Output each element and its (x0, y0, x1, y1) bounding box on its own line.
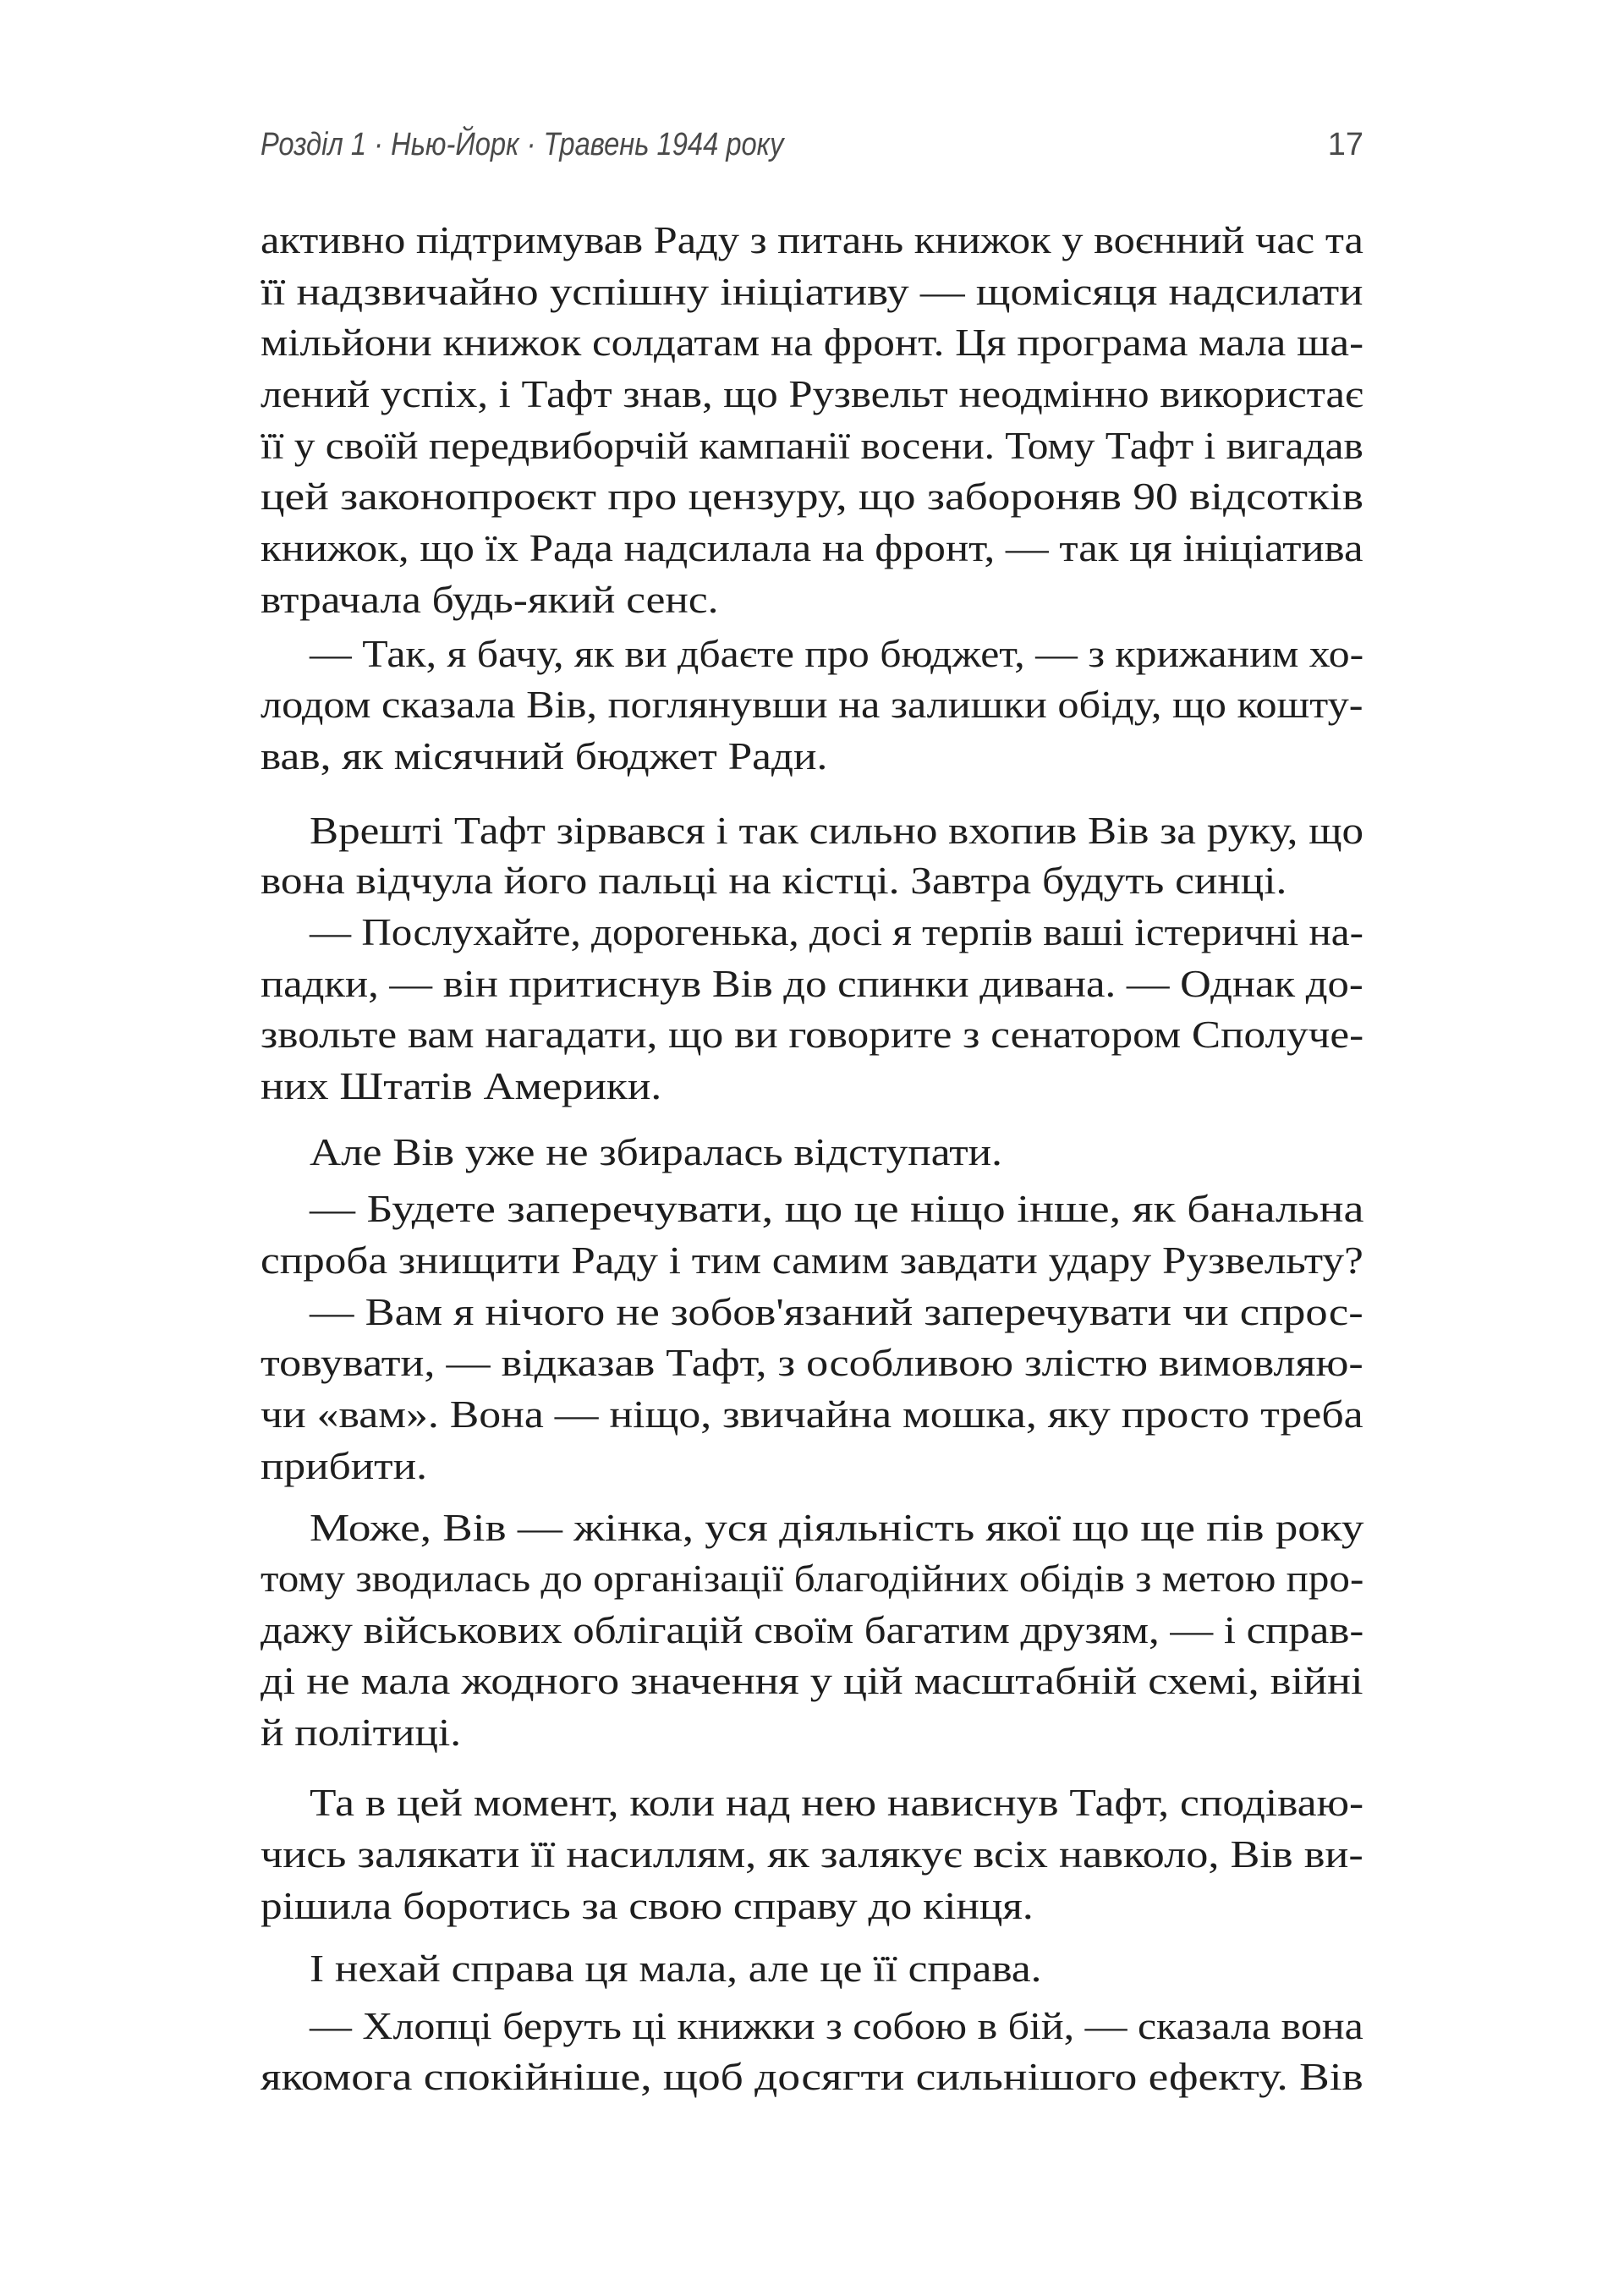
text-line: — Хлопці беруть ці книжки з собою в бій, — сказала вона (310, 2003, 1363, 2047)
text-line: Може, Вів — жінка, уся діяльність якої що ще пів року (310, 1505, 1364, 1549)
text-line: лений успіх, і Тафт знав, що Рузвельт неодмінно використає (261, 371, 1363, 415)
text-line: звольте вам нагадати, що ви говорите з сенатором Сполуче- (261, 1013, 1364, 1057)
text-line: Але Вів уже не збиралась відступати. (310, 1129, 1002, 1173)
text-line: дажу військових облігацій своїм багатим друзям, — і справ- (261, 1607, 1364, 1651)
text-line: ді не мала жодного значення у цій масштабній схемі, війні (261, 1659, 1363, 1703)
text-line: падки, — він притиснув Вів до спинки дивана. — Однак до- (261, 961, 1363, 1005)
text-line: — Вам я нічого не зобов'язаний заперечувати чи спрос- (310, 1289, 1363, 1333)
text-line: лодом сказала Вів, поглянувши на залишки обіду, що кошту- (261, 683, 1363, 727)
text-line: чи «вам». Вона — ніщо, звичайна мошка, яку просто треба (261, 1392, 1363, 1436)
text-line: вав, як місячний бюджет Ради. (261, 733, 828, 777)
text-line: цей законопроєкт про цензуру, що забороняв 90 відсотків (261, 475, 1363, 519)
text-line: — Послухайте, дорогенька, досі я терпів ваші істеричні на- (310, 909, 1363, 953)
text-line: І нехай справа ця мала, але це її справа. (310, 1947, 1042, 1991)
text-line: мільйони книжок солдатам на фронт. Ця програма мала ша- (261, 321, 1364, 365)
page-number: 17 (1327, 127, 1363, 162)
text-line: тому зводилась до організації благодійних обідів з метою про- (261, 1557, 1364, 1601)
text-line: — Так, я бачу, як ви дбаєте про бюджет, — з крижаним хо- (310, 631, 1364, 675)
text-line: її надзвичайно успішну ініціативу — щомісяця надсилати (261, 269, 1363, 313)
text-line: чись залякати її насиллям, як залякує всіх навколо, Вів ви- (261, 1832, 1363, 1876)
running-head: Розділ 1 · Нью-Йорк · Травень 1944 року (261, 127, 784, 162)
text-line: — Будете заперечувати, що це ніщо інше, як банальна (310, 1187, 1364, 1231)
text-line: її у своїй передвиборчій кампанії восени. Тому Тафт і вигадав (261, 423, 1363, 467)
text-line: рішила боротись за свою справу до кінця. (261, 1883, 1034, 1927)
text-line: вона відчула його пальці на кістці. Завтра будуть синці. (261, 859, 1287, 903)
text-line: активно підтримував Раду з питань книжок у воєнний час та (261, 217, 1363, 261)
text-line: них Штатів Америки. (261, 1063, 662, 1107)
text-line: товувати, — відказав Тафт, з особливою злістю вимовляю- (261, 1341, 1363, 1385)
text-line: книжок, що їх Рада надсилала на фронт, — так ця ініціатива (261, 525, 1363, 569)
text-line: Врешті Тафт зірвався і так сильно вхопив Вів за руку, що (310, 809, 1364, 853)
text-line: якомога спокійніше, щоб досягти сильнішого ефекту. Вів (261, 2055, 1363, 2099)
text-line: Та в цей момент, коли над нею нависнув Тафт, сподіваю- (310, 1781, 1364, 1825)
text-line: втрачала будь-який сенс. (261, 577, 719, 621)
text-line: й політиці. (261, 1711, 462, 1755)
text-line: спроба знищити Раду і тим самим завдати удару Рузвельту? (261, 1239, 1363, 1283)
text-line: прибити. (261, 1443, 427, 1487)
